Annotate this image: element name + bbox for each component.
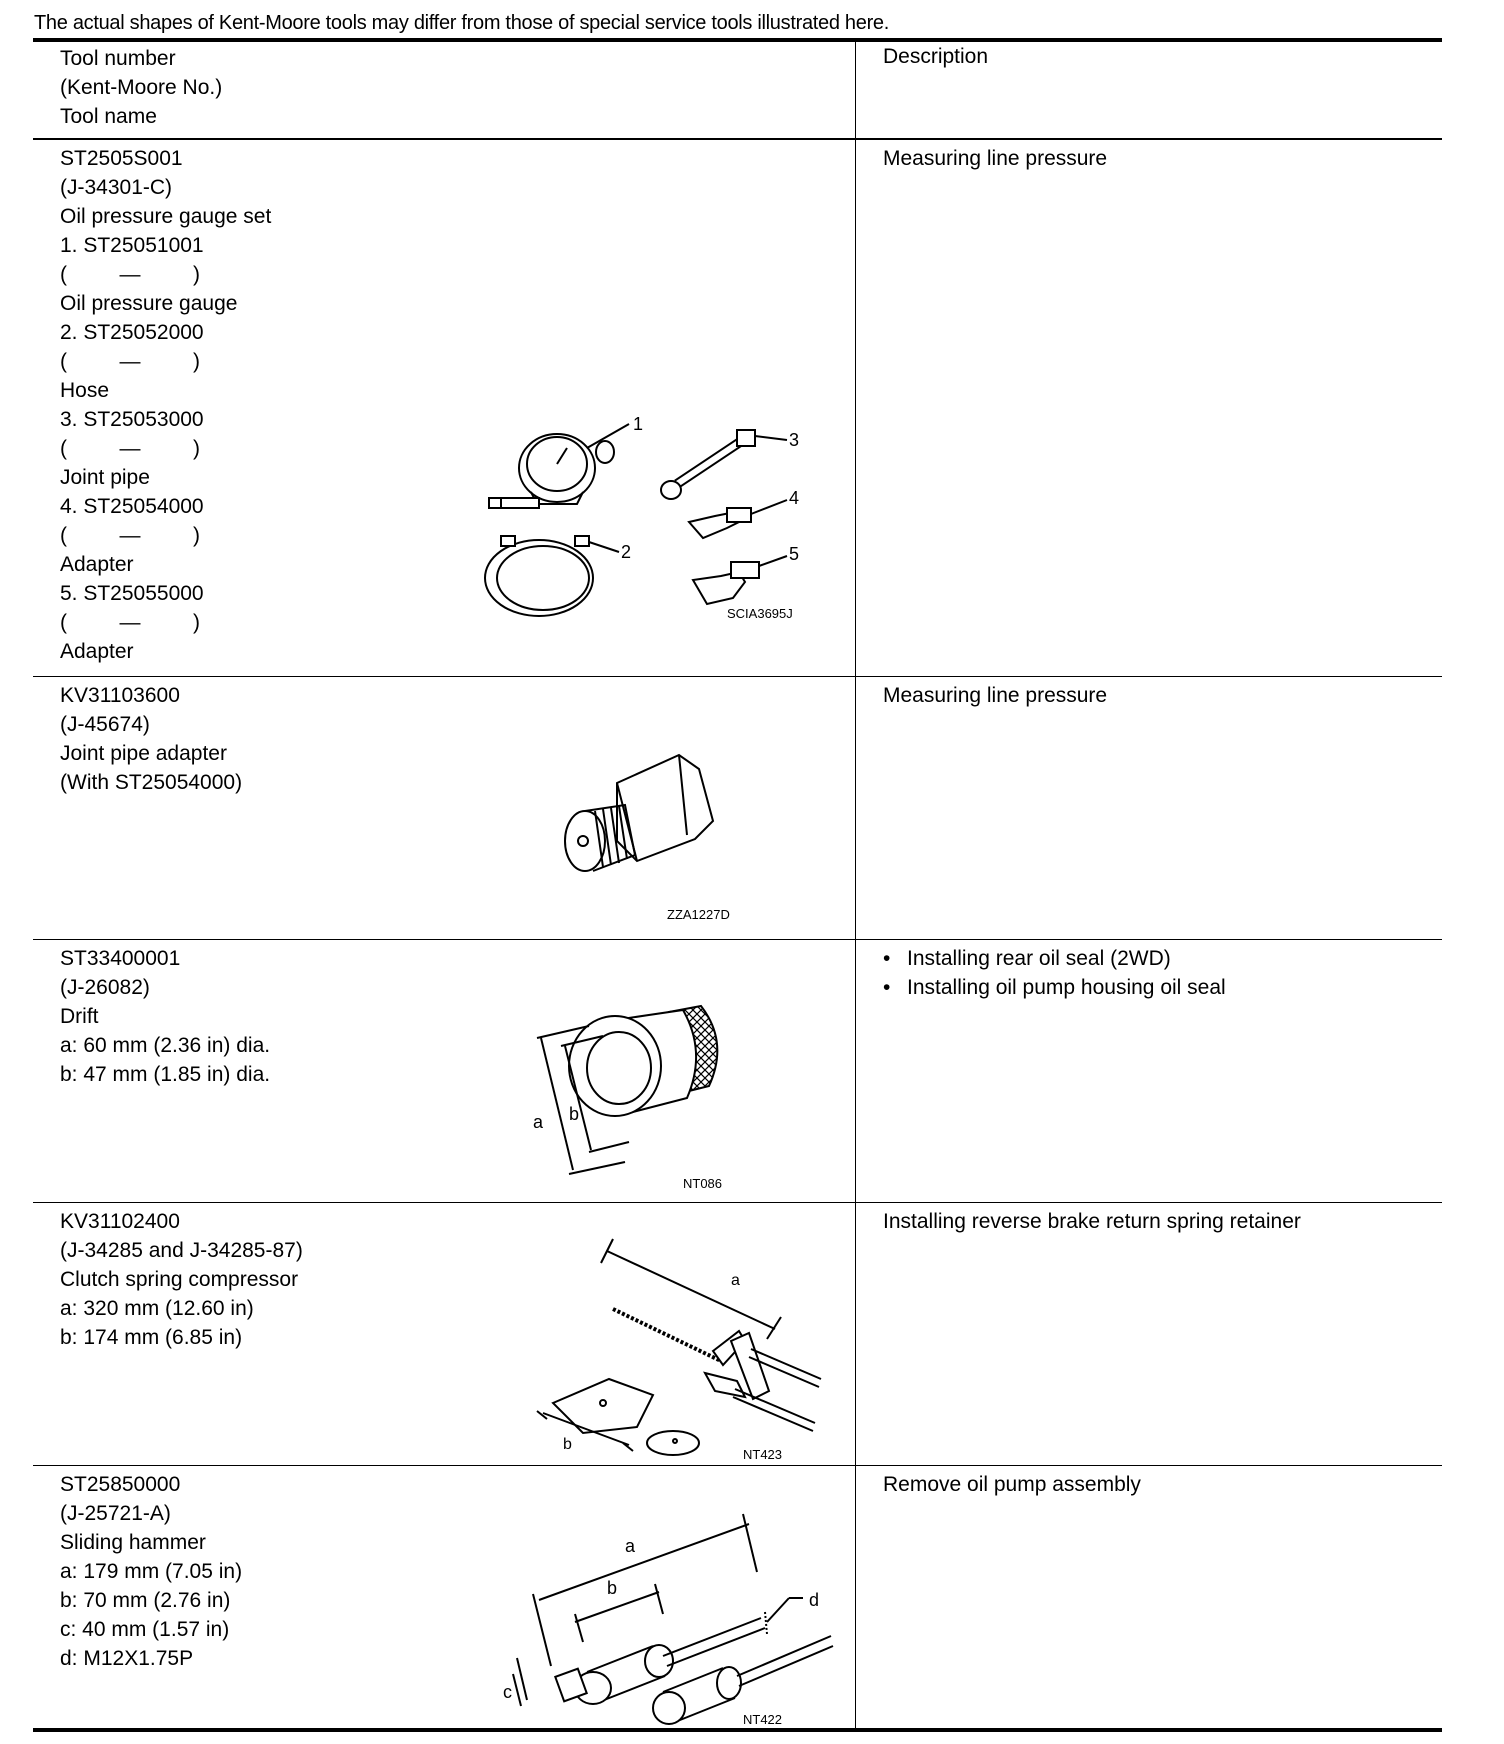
description-bullet bbox=[883, 940, 1442, 973]
adapter-label-4: 4 bbox=[789, 488, 800, 508]
table-row bbox=[33, 1203, 1442, 1466]
joint-pipe-adapter-illustration bbox=[555, 743, 795, 923]
description-cell bbox=[856, 940, 1443, 1203]
description-text: Installing reverse brake return spring retainer bbox=[883, 1210, 1301, 1233]
dimension-label-a: a bbox=[731, 1272, 740, 1289]
tool-line: Joint pipe bbox=[60, 466, 150, 489]
tool-line: d: M12X1.75P bbox=[60, 1647, 194, 1670]
description-cell bbox=[856, 139, 1443, 677]
dimension-label-b: b bbox=[607, 1578, 618, 1598]
tool-line: ( — ) bbox=[60, 350, 201, 373]
tool-line: (J-25721-A) bbox=[60, 1502, 171, 1525]
description-text: Measuring line pressure bbox=[883, 684, 1108, 707]
dimension-label-b: b bbox=[563, 1436, 572, 1453]
tool-line: a: 60 mm (2.36 in) dia. bbox=[60, 1034, 271, 1057]
figure-code: ZZA1227D bbox=[667, 907, 730, 922]
tool-line: 4. ST25054000 bbox=[60, 495, 204, 518]
description-bullet bbox=[883, 973, 1442, 1002]
clutch-spring-compressor-illustration bbox=[525, 1233, 855, 1463]
header-kent-moore-no: (Kent-Moore No.) bbox=[60, 76, 223, 99]
tool-line: ( — ) bbox=[60, 524, 201, 547]
hose-label-2: 2 bbox=[621, 542, 632, 562]
special-service-tools-table bbox=[33, 38, 1442, 1732]
bullet-text: Installing oil pump housing oil seal bbox=[907, 976, 1226, 999]
dimension-label-b: b bbox=[569, 1104, 580, 1124]
tool-line: (J-34301-C) bbox=[60, 176, 173, 199]
tool-line: a: 320 mm (12.60 in) bbox=[60, 1297, 254, 1320]
tool-line: Hose bbox=[60, 379, 110, 402]
description-cell bbox=[856, 677, 1443, 940]
tool-line: Sliding hammer bbox=[60, 1531, 206, 1554]
tool-line: ST2505S001 bbox=[60, 147, 183, 170]
hose-drawing bbox=[485, 536, 619, 616]
tool-line: (J-45674) bbox=[60, 713, 150, 736]
tool-line: 1. ST25051001 bbox=[60, 234, 204, 257]
tool-line: b: 47 mm (1.85 in) dia. bbox=[60, 1063, 271, 1086]
tool-line: 3. ST25053000 bbox=[60, 408, 204, 431]
joint-pipe-label-3: 3 bbox=[789, 430, 800, 450]
tool-line: (J-34285 and J-34285-87) bbox=[60, 1239, 303, 1262]
tool-line: ST33400001 bbox=[60, 947, 181, 970]
oil-pressure-gauge-drawing bbox=[489, 424, 629, 508]
header-description: Description bbox=[856, 40, 1443, 139]
header-tool-number: Tool number bbox=[60, 47, 176, 70]
tool-line: KV31103600 bbox=[60, 684, 180, 707]
bullet-mark: • bbox=[883, 976, 891, 999]
description-text: Measuring line pressure bbox=[883, 147, 1108, 170]
adapter-5-drawing bbox=[693, 556, 787, 604]
tool-line: 5. ST25055000 bbox=[60, 582, 204, 605]
drift-illustration bbox=[533, 1002, 813, 1192]
tool-line: Oil pressure gauge set bbox=[60, 205, 272, 228]
figure-code: NT422 bbox=[743, 1712, 783, 1726]
tool-line: Joint pipe adapter bbox=[60, 742, 227, 765]
description-cell bbox=[856, 1203, 1443, 1466]
description-cell bbox=[856, 1466, 1443, 1731]
dimension-label-a: a bbox=[533, 1112, 544, 1132]
table-row bbox=[33, 1466, 1442, 1731]
table-row bbox=[33, 940, 1442, 1203]
tool-line: Adapter bbox=[60, 640, 134, 663]
joint-pipe-drawing bbox=[661, 430, 787, 499]
tool-cell-oil-pressure-gauge-set bbox=[33, 139, 856, 677]
tool-line: ( — ) bbox=[60, 437, 201, 460]
tool-line: a: 179 mm (7.05 in) bbox=[60, 1560, 243, 1583]
tool-line: 2. ST25052000 bbox=[60, 321, 204, 344]
tool-line: b: 70 mm (2.76 in) bbox=[60, 1589, 231, 1612]
tool-line: ST25850000 bbox=[60, 1473, 181, 1496]
bullet-mark: • bbox=[883, 947, 891, 970]
dimension-label-a: a bbox=[625, 1536, 636, 1556]
tool-line: ( — ) bbox=[60, 263, 201, 286]
tool-line: KV31102400 bbox=[60, 1210, 180, 1233]
dimension-label-c: c bbox=[503, 1682, 512, 1702]
table-row bbox=[33, 139, 1442, 677]
tool-line: Drift bbox=[60, 1005, 99, 1028]
tool-cell-clutch-spring-compressor bbox=[33, 1203, 856, 1466]
disclaimer-note: The actual shapes of Kent-Moore tools may differ from those of special service tools illustrated here. bbox=[34, 12, 890, 34]
table-header-row bbox=[33, 40, 1442, 139]
tool-cell-sliding-hammer bbox=[33, 1466, 856, 1731]
gauge-label-1: 1 bbox=[633, 414, 644, 434]
oil-pressure-gauge-set-illustration bbox=[481, 412, 861, 632]
tool-line: Oil pressure gauge bbox=[60, 292, 238, 315]
bullet-text: Installing rear oil seal (2WD) bbox=[907, 947, 1171, 970]
tool-line: ( — ) bbox=[60, 611, 201, 634]
dimension-label-d: d bbox=[809, 1590, 820, 1610]
figure-code: SCIA3695J bbox=[727, 606, 793, 621]
tool-line: b: 174 mm (6.85 in) bbox=[60, 1326, 243, 1349]
table-row bbox=[33, 677, 1442, 940]
tool-cell-drift bbox=[33, 940, 856, 1203]
tool-line: c: 40 mm (1.57 in) bbox=[60, 1618, 230, 1641]
header-tool-name: Tool name bbox=[60, 105, 157, 128]
figure-code: NT423 bbox=[743, 1447, 783, 1462]
tool-line: Adapter bbox=[60, 553, 134, 576]
tool-line: (With ST25054000) bbox=[60, 771, 243, 794]
tool-line: (J-26082) bbox=[60, 976, 150, 999]
adapter-4-drawing bbox=[689, 500, 787, 538]
header-tool-cell bbox=[33, 40, 856, 139]
description-text: Remove oil pump assembly bbox=[883, 1473, 1141, 1496]
adapter-label-5: 5 bbox=[789, 544, 800, 564]
tool-line: Clutch spring compressor bbox=[60, 1268, 299, 1291]
sliding-hammer-illustration bbox=[503, 1496, 863, 1726]
figure-code: NT086 bbox=[683, 1176, 723, 1191]
tool-cell-joint-pipe-adapter bbox=[33, 677, 856, 940]
